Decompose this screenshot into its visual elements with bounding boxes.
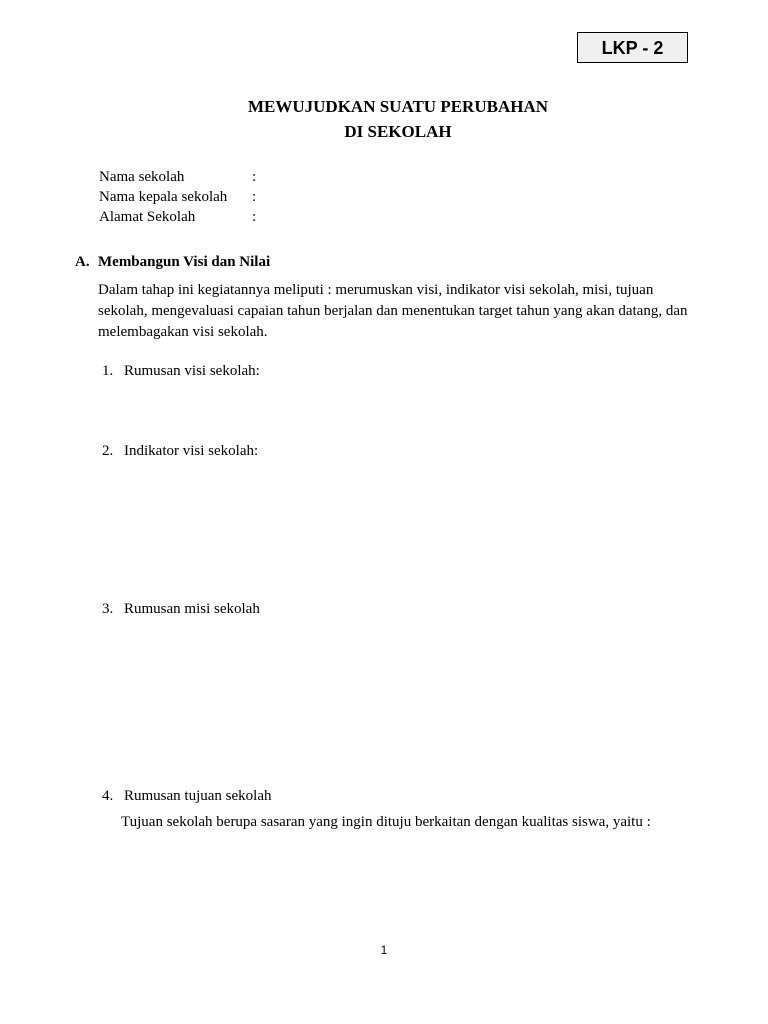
info-colon: : [252, 189, 257, 205]
section-a-paragraph: Dalam tahap ini kegiatannya meliputi : merumuskan visi, indikator visi sekolah, misi, tujuan sekolah, mengevaluasi capaian tahun berjalan dan menentukan target tahun yang akan datang, dan melembagakan visi sekolah. [98, 282, 688, 340]
info-label: Nama sekolah [99, 169, 185, 185]
item-label: Rumusan visi sekolah: [124, 363, 260, 379]
item-number: 4. [102, 788, 114, 804]
list-item-vision [102, 363, 260, 380]
item4-description: Tujuan sekolah berupa sasaran yang ingin dituju berkaitan dengan kualitas siswa, yaitu : [121, 814, 651, 830]
lkp-badge: LKP - 2 [577, 32, 688, 63]
page-title-line1: MEWUJUDKAN SUATU PERUBAHAN [247, 97, 549, 116]
item-label: Rumusan tujuan sekolah [124, 788, 272, 804]
section-a-heading [75, 254, 270, 271]
item-number: 3. [102, 601, 114, 617]
page-number: 1 [380, 943, 388, 957]
list-item-goal [102, 788, 271, 805]
item-number: 1. [102, 363, 114, 379]
info-label: Alamat Sekolah [99, 209, 196, 225]
info-colon: : [252, 209, 257, 225]
info-colon: : [252, 169, 257, 185]
item-number: 2. [102, 443, 114, 459]
section-title: Membangun Visi dan Nilai [98, 254, 271, 270]
item-label: Indikator visi sekolah: [124, 443, 259, 459]
info-label: Nama kepala sekolah [99, 189, 228, 205]
list-item-vision-indicator [102, 443, 258, 460]
page-title-line2: DI SEKOLAH [344, 122, 452, 141]
list-item-mission [102, 601, 260, 618]
section-letter: A. [75, 254, 90, 270]
item-label: Rumusan misi sekolah [124, 601, 260, 617]
